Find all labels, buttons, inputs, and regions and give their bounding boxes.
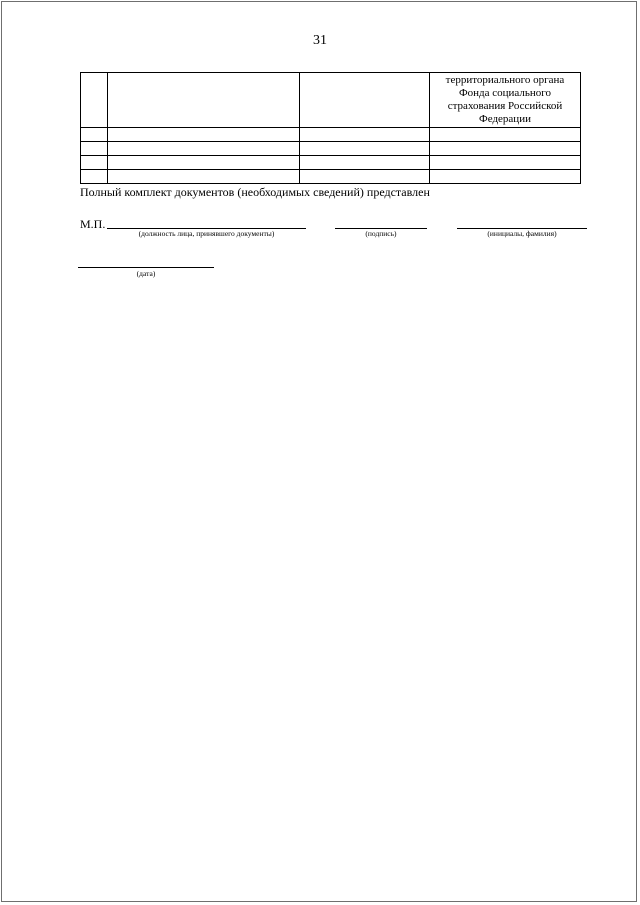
- table-row: [81, 170, 581, 184]
- table-cell: [108, 128, 300, 142]
- table-cell: [108, 142, 300, 156]
- table-cell: [430, 142, 581, 156]
- table-cell: [81, 142, 108, 156]
- table-cell: [81, 170, 108, 184]
- table-row: [81, 142, 581, 156]
- table-cell-fss-body: [430, 73, 581, 128]
- table-cell: [108, 170, 300, 184]
- date-caption: (дата): [136, 269, 156, 278]
- page-number: 31: [313, 33, 327, 48]
- table-cell: [300, 156, 430, 170]
- table-cell: [108, 73, 300, 128]
- signature-caption: (подпись): [365, 229, 397, 238]
- date-line: [78, 267, 214, 268]
- table-cell: [108, 156, 300, 170]
- table-cell: [430, 170, 581, 184]
- table-cell: [430, 156, 581, 170]
- name-caption: (инициалы, фамилия): [487, 229, 557, 238]
- stamp-label: М.П.: [80, 217, 106, 231]
- position-caption: (должность лица, принявшего документы): [138, 229, 275, 238]
- fss-body-label: территориального органа Фонда социального страхования Российской Федерации: [445, 74, 565, 125]
- table-cell: [300, 142, 430, 156]
- submission-statement: Полный комплект документов (необходимых сведений) представлен: [80, 185, 430, 199]
- table-cell: [300, 170, 430, 184]
- table-row: [81, 128, 581, 142]
- table-cell: [81, 156, 108, 170]
- table-cell: [430, 128, 581, 142]
- table-cell: [300, 73, 430, 128]
- table-row: [81, 156, 581, 170]
- table-cell: [300, 128, 430, 142]
- table-cell: [81, 73, 108, 128]
- documents-table: [80, 72, 581, 184]
- table-header-row: [81, 73, 581, 128]
- table-cell: [81, 128, 108, 142]
